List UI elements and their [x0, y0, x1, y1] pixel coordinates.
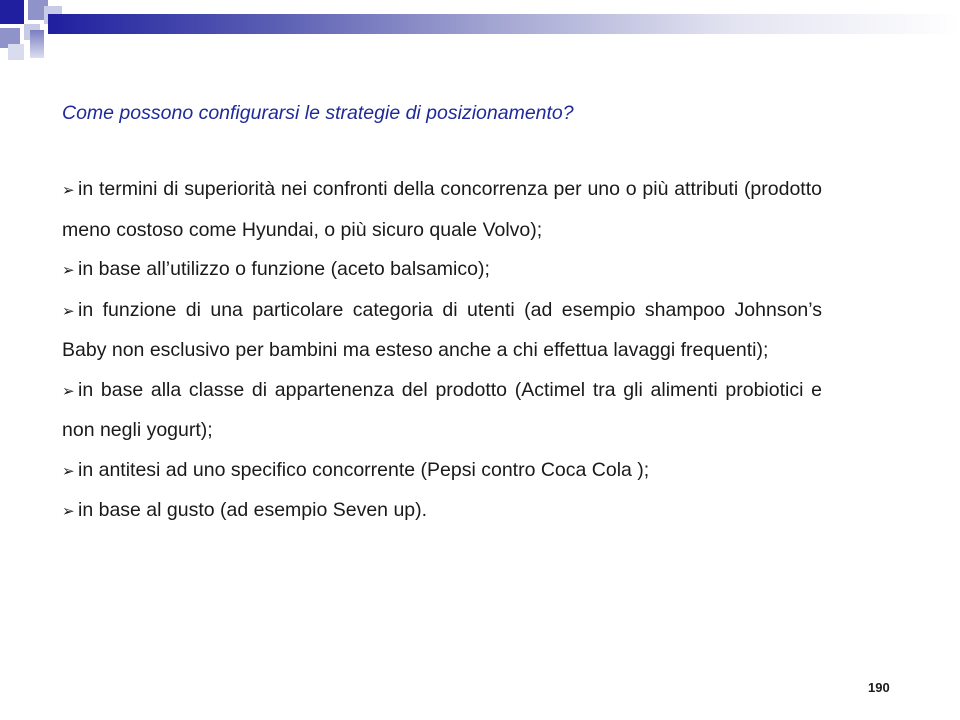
bullet-text: in base all’utilizzo o funzione (aceto balsamico); — [78, 258, 490, 280]
slide-title: Come possono configurarsi le strategie di posizionamento? — [62, 102, 574, 124]
bullet-text: in antitesi ad uno specifico concorrente (Pepsi contro Coca Cola ); — [78, 458, 650, 481]
arrow-bullet-icon: ➢ — [62, 381, 75, 400]
bullet-item — [62, 491, 822, 532]
page-number: 190 — [868, 680, 890, 695]
arrow-bullet-icon: ➢ — [62, 461, 75, 480]
bullet-text: in termini di superiorità nei confronti della concorrenza per uno o più attributi (prodotto meno costoso come Hyundai, o più sicuro quale Volvo); — [62, 178, 822, 241]
bullet-text: in base al gusto (ad esempio Seven up). — [78, 499, 428, 521]
bullet-item — [62, 170, 822, 250]
arrow-bullet-icon: ➢ — [62, 301, 75, 320]
header-gradient-bar — [48, 14, 960, 34]
bullet-text: in base alla classe di appartenenza del prodotto (Actimel tra gli alimenti probiotici e non negli yogurt); — [62, 378, 822, 441]
arrow-bullet-icon: ➢ — [62, 261, 75, 279]
decor-square — [0, 0, 24, 24]
bullet-list — [62, 170, 822, 532]
bullet-item — [62, 250, 822, 291]
arrow-bullet-icon: ➢ — [62, 502, 75, 520]
arrow-bullet-icon: ➢ — [62, 181, 75, 199]
bullet-item — [62, 371, 822, 451]
decor-square — [8, 44, 24, 60]
bullet-text: in funzione di una particolare categoria di utenti (ad esempio shampoo Johnson’s Baby non esclusivo per bambini ma esteso anche a chi effettua lavaggi frequenti); — [62, 298, 822, 361]
decor-vertical-bar — [30, 30, 44, 58]
bullet-item — [62, 291, 822, 371]
bullet-item — [62, 451, 822, 492]
